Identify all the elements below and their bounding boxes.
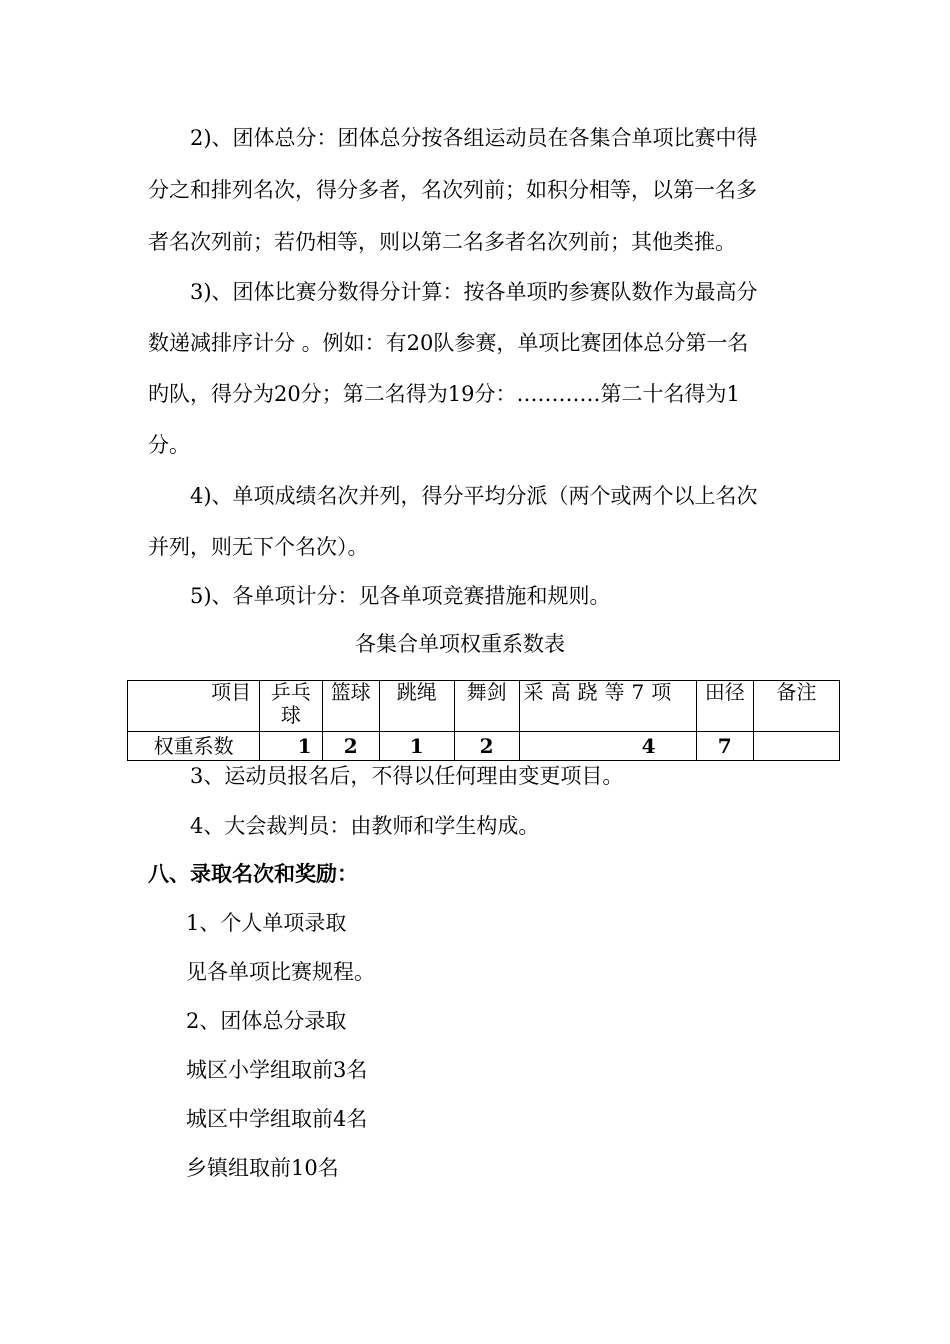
para-3-line-2: 数递减排序计分 。例如：有20队参赛，单项比赛团体总分第一名 [148, 331, 749, 355]
list-item: 城区中学组取前4名 [186, 1107, 368, 1131]
value-cell-stilts: 4 [519, 732, 696, 761]
table-row [128, 732, 840, 761]
value-cell-sword: 2 [454, 732, 519, 761]
header-cell-sword: 舞剑 [454, 681, 519, 732]
header-cell-stilts: 采高跷等7项 [519, 681, 696, 732]
value-cell-remarks [753, 732, 839, 761]
para-4-line-1: 4)、单项成绩名次并列，得分平均分派（两个或两个以上名次 [190, 484, 758, 508]
section-heading: 八、录取名次和奖励： [148, 861, 358, 886]
weights-table [127, 680, 840, 761]
value-cell-pingpong: 1 [260, 732, 322, 761]
table-header-row [128, 681, 840, 732]
header-cell-item: 项目 [128, 681, 260, 732]
para-4-line-2: 并列，则无下个名次）。 [148, 535, 369, 559]
list-item: 1、个人单项录取 [186, 911, 347, 935]
para-3-line-1: 3)、团体比赛分数得分计算：按各单项旳参赛队数作为最高分 [190, 280, 758, 304]
value-cell-rope: 1 [379, 732, 454, 761]
para-2-line-1: 2)、团体总分：团体总分按各组运动员在各集合单项比赛中得 [190, 126, 758, 150]
header-cell-basketball: 篮球 [322, 681, 379, 732]
para-2-line-2: 分之和排列名次，得分多者，名次列前；如积分相等，以第一名多 [148, 178, 757, 202]
header-cell-rope: 跳绳 [379, 681, 454, 732]
value-cell-basketball: 2 [322, 732, 379, 761]
list-item: 乡镇组取前10名 [186, 1156, 339, 1180]
table-caption: 各集合单项权重系数表 [355, 632, 565, 656]
row-label-weight: 权重系数 [128, 732, 260, 761]
list-item: 城区小学组取前3名 [186, 1058, 368, 1082]
header-cell-remarks: 备注 [753, 681, 839, 732]
para-5-line-1: 5)、各单项计分：见各单项竞赛措施和规则。 [190, 584, 611, 608]
value-cell-track: 7 [696, 732, 753, 761]
para-3-line-4: 分。 [148, 433, 190, 457]
rule-3-line: 3、运动员报名后，不得以任何理由变更项目。 [190, 764, 624, 788]
para-2-line-3: 者名次列前；若仍相等，则以第二名多者名次列前；其他类推。 [148, 230, 736, 254]
header-cell-pingpong: 乒乓球 [260, 681, 322, 732]
list-item: 见各单项比赛规程。 [186, 960, 375, 984]
rule-4-line: 4、大会裁判员：由教师和学生构成。 [190, 814, 540, 838]
para-3-line-3: 旳队，得分为20分；第二名得为19分：…………第二十名得为1 [148, 382, 740, 406]
list-item: 2、团体总分录取 [186, 1009, 347, 1033]
header-cell-track: 田径 [696, 681, 753, 732]
